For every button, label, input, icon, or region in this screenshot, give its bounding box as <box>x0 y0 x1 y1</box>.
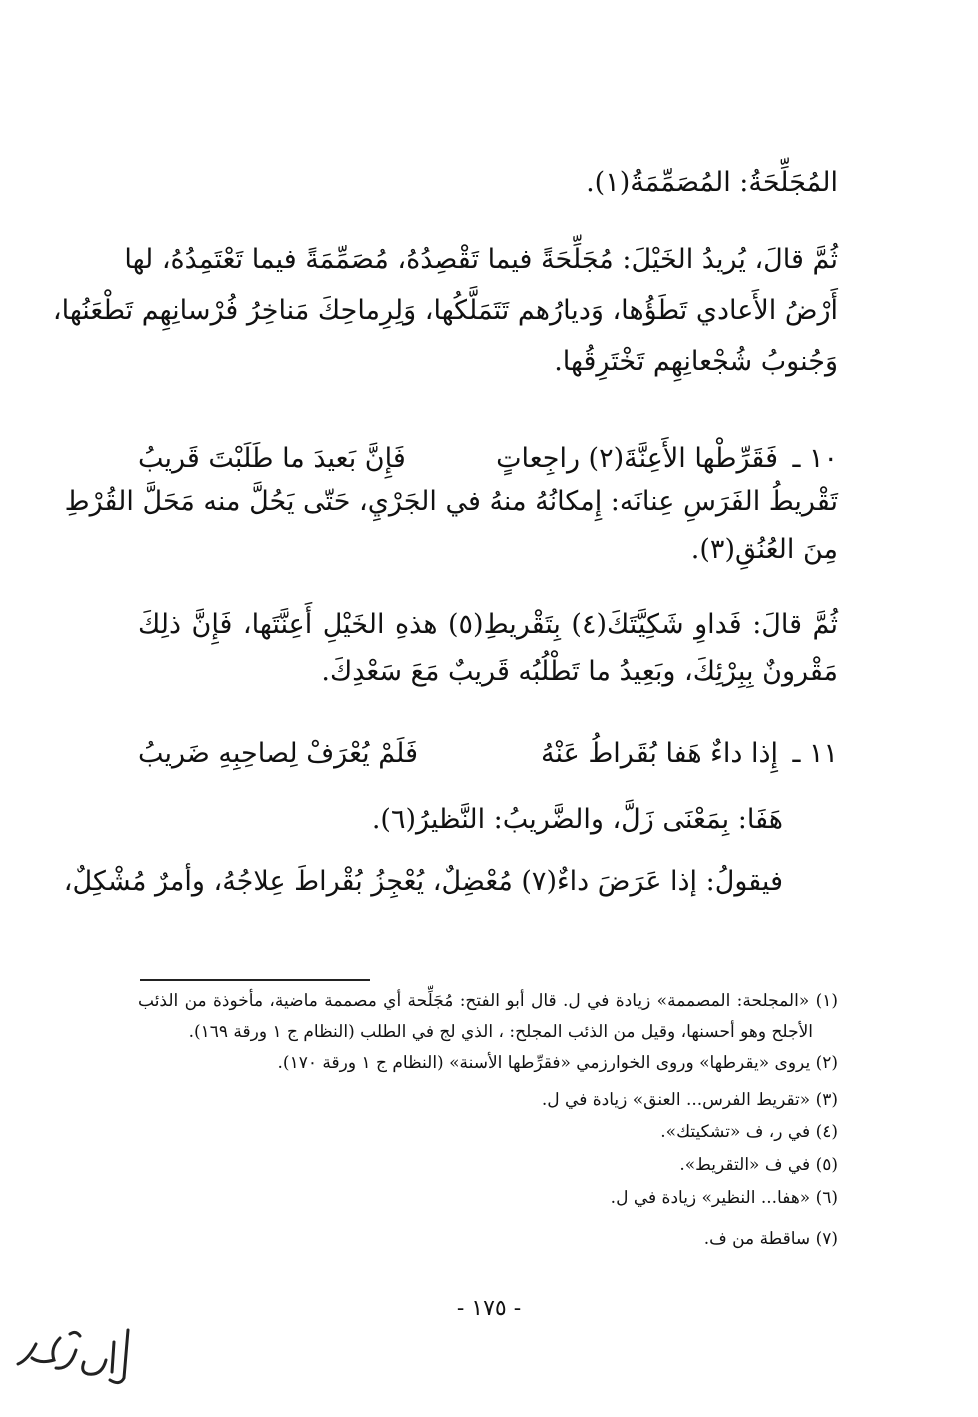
footnote-2: (٢) يروى «يقرطها» وروى الخوارزمي «فقرِّطها الأسنة» (النظام ج ١ ورقة ١٧٠). <box>277 1053 838 1073</box>
para1-line-2: أَرْضُ الأَعادي تَطَؤُها، وَديارُهم تَتَمَلَّكُها، وَلِرِماحِكَ مَناخِرُ فُرْسانِهِم تَطْعَنُها، <box>52 295 838 326</box>
verse-11-hemistich-2: فَلَمْ يُعْرَفْ لِصاحِبِهِ ضَريبُ <box>138 738 419 769</box>
para3-line-1: ثُمَّ قالَ: فَداوِ شَكِيَّتَكَ(٤) بِتَقْريطِ(٥) هذهِ الخَيْلِ أَعِنَّتَها، فَإِنَّ ذلِكَ <box>138 609 839 640</box>
footnote-7: (٧) ساقطة من ف. <box>703 1229 838 1249</box>
verse-11-hemistich-1: إِذا داءٌ هَفا بُقَراطُ عَنْهُ <box>541 738 778 769</box>
para3-line-2: مَقْرونٌ بِبِرْئِكَ، وبَعِيدُ ما تَطْلُبُه قَريبٌ مَعَ سَعْدِكَ. <box>321 656 838 687</box>
verse-10-hemistich-1: فَقَرِّطْها الأَعِنَّةَ(٢) راجِعاتٍ <box>496 443 778 474</box>
body-line-mujallihah: المُجَلِّحَةُ: المُصَمِّمَةُ(١). <box>586 167 838 198</box>
para1-line-3: وَجُنوبُ شُجْعانِهِم تَخْتَرِقُها. <box>554 346 838 377</box>
verse-11-number: ١١ ـ <box>792 738 838 769</box>
footnote-4: (٤) في ر، ف «تشكيتك». <box>660 1122 838 1142</box>
logo-calligraphy-icon <box>18 1330 128 1383</box>
body-line-fayaqul: فيقولُ: إذا عَرَضَ داءٌ(٧) مُعْضِلٌ، يُعْجِزُ بُقْراطَ عِلاجُهُ، وأمرٌ مُشْكِلٌ، <box>63 866 783 897</box>
verse-10 <box>138 437 838 481</box>
footnote-6: (٦) «هفا... النظير» زيادة في ل. <box>610 1188 838 1208</box>
footnote-3: (٣) «تقريط الفرس... العنق» زيادة في ل. <box>541 1090 838 1110</box>
body-line-hafa: هَفَا: بِمَعْنَى زَلَّ، والضَّريبُ: النَّظيرُ(٦). <box>371 804 783 835</box>
verse-11 <box>138 732 838 776</box>
footnote-1-line-2: الأجلح وهو أحسنها، وقيل من الذئب المجلح: ، الذي لج في الطلب (النظام ج ١ ورقة ١٦٩). <box>188 1022 813 1042</box>
footnote-5: (٥) في ف «التقريط». <box>679 1155 838 1175</box>
para2-line-1: تَقْريطُ الفَرَسِ عِنانَه: إِمكانُهُ منهُ في الجَرْيِ، حَتّى يَحُلَّ منه مَحَلَّ القُرْطِ <box>64 486 838 517</box>
para1-line-1: ثُمَّ قالَ، يُريدُ الخَيْلَ: مُجَلِّحَةً فيما تَقْصِدُهُ، مُصَمِّمَةً فيما تَعْتَمِدُهُ، لها <box>124 244 838 275</box>
page-number: - ١٧٥ - <box>456 1296 522 1321</box>
footnote-separator <box>140 979 370 981</box>
verse-10-hemistich-2: فَإِنَّ بَعيدَ ما طَلَبْتَ قَريبُ <box>138 443 406 474</box>
library-logo <box>10 1320 140 1400</box>
para2-line-2: مِنَ العُنُقِ(٣). <box>690 534 838 565</box>
verse-10-number: ١٠ ـ <box>792 443 838 474</box>
footnote-1-line-1: (١) «المجلحة: المصممة» زيادة في ل. قال أبو الفتح: مُجَلِّحة أي مصممة ماضية، مأخوذة من الذئب <box>138 991 838 1011</box>
